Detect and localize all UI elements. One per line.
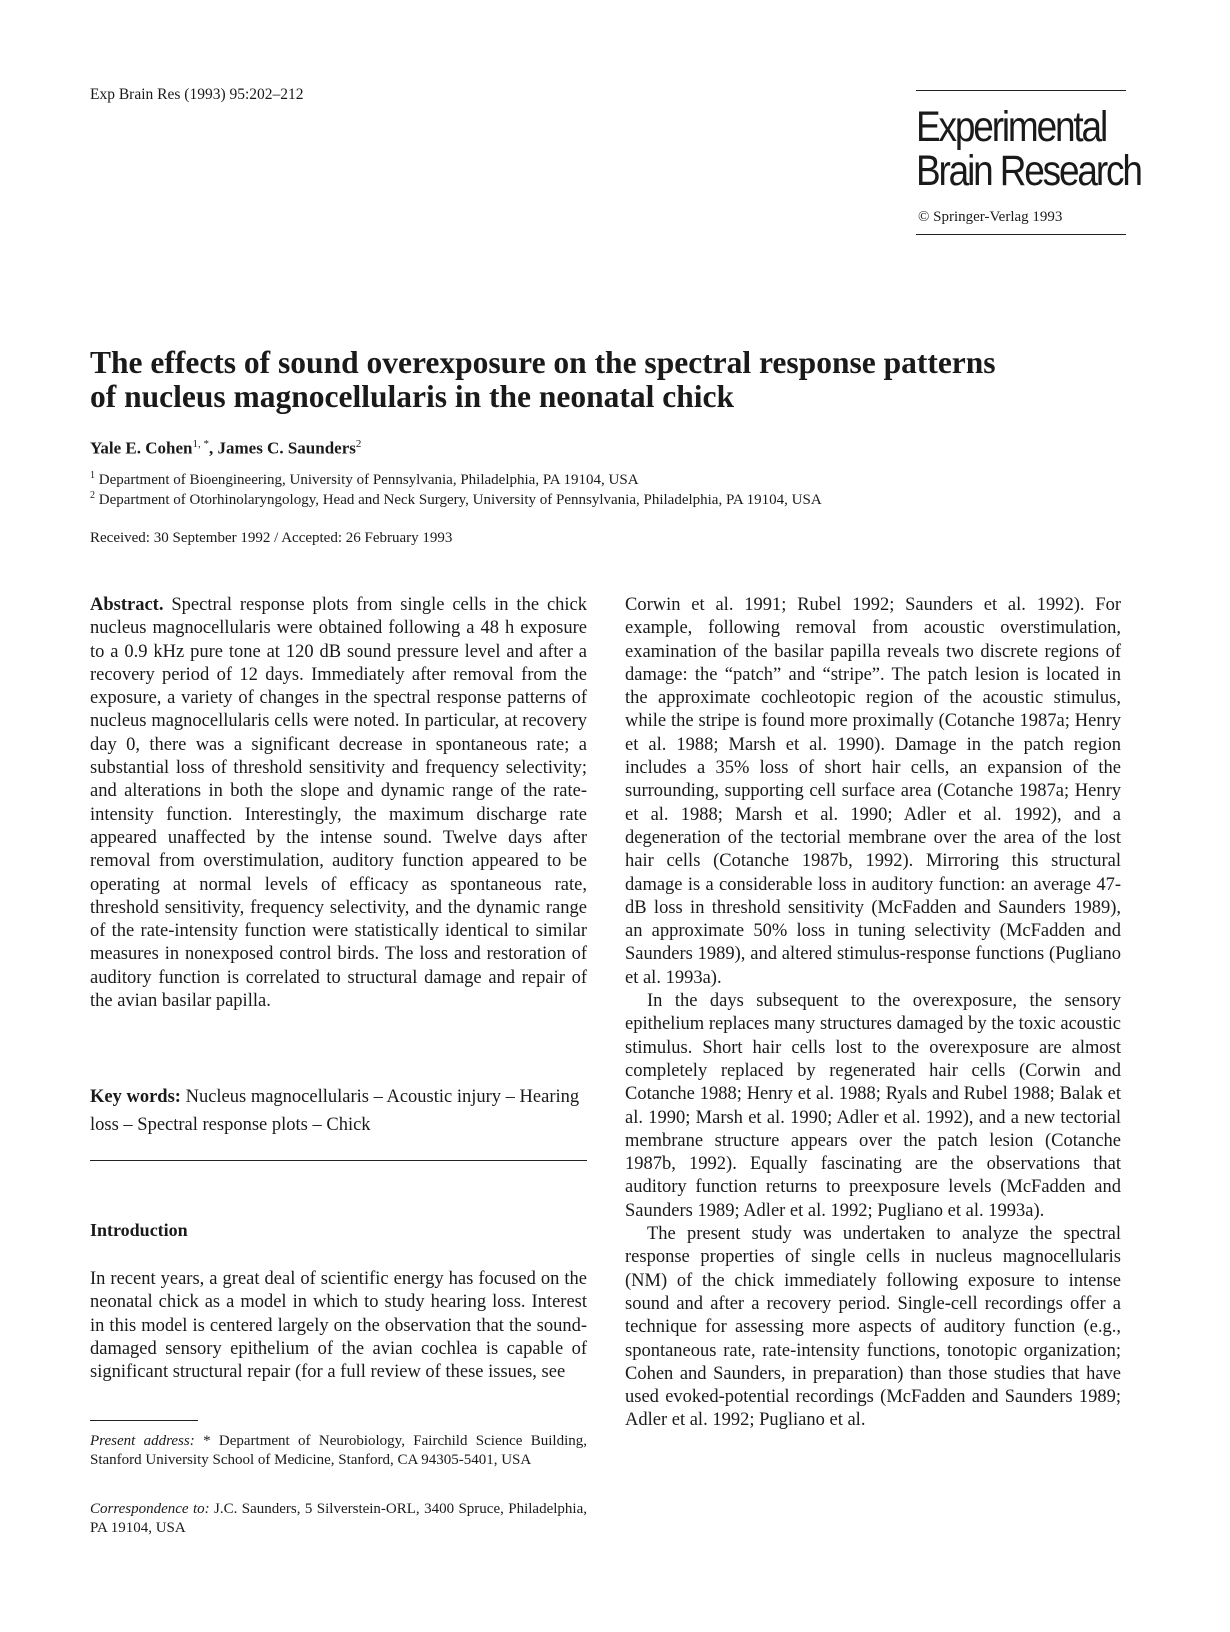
title-line-2: of nucleus magnocellularis in the neonatal chick	[90, 379, 735, 414]
abstract-text: Spectral response plots from single cells in the chick nucleus magnocellularis were obtained following a 48 h exposure to a 0.9 kHz pure tone at 120 dB sound pressure level and after a recovery period of 12 days. Immediately after removal from the exposure, a variety of changes in the spectral response patterns of nucleus magnocellularis cells were noted. In particular, at recovery day 0, there was a significant decrease in spontaneous rate; a substantial loss of threshold sensitivity and frequency selectivity; and alterations in both the slope and dynamic range of the rate-intensity function. Interestingly, the maximum discharge rate appeared unaffected by the intense sound. Twelve days after removal from overstimulation, auditory function appeared to be operating at normal levels of efficacy as spontaneous rate, threshold sensitivity, frequency selectivity, and the dynamic range of the rate-intensity function were statistically identical to similar measures in nonexposed control birds. The loss and restoration of auditory function is correlated to structural damage and repair of the avian basilar papilla.	[90, 595, 587, 1012]
logo-rule-top	[916, 90, 1126, 91]
body-paragraph: In the days subsequent to the overexposure, the sensory epithelium replaces many structures damaged by the toxic acoustic stimulus. Short hair cells lost to the overexposure are almost completely replaced by regenerated hair cells (Corwin and Cotanche 1988; Henry et al. 1988; Ryals and Rubel 1988; Balak et al. 1990; Marsh et al. 1990; Adler et al. 1992), and a new tectorial membrane structure appears over the patch lesion (Cotanche 1987b, 1992). Equally fascinating are the observations that auditory function returns to preexposure levels (McFadden and Saunders 1989; Adler et al. 1992; Pugliano et al. 1993a).	[625, 991, 1121, 1221]
author-affiliation-marker: 2	[355, 438, 362, 450]
author-separator: ,	[208, 438, 218, 458]
copyright-notice: © Springer-Verlag 1993	[918, 209, 1063, 225]
received-accepted-dates: Received: 30 September 1992 / Accepted: 26 February 1993	[90, 530, 453, 546]
footnote-label: Present address:	[90, 1433, 195, 1449]
journal-logo	[916, 103, 1141, 195]
author-affiliation-marker: 1, *	[192, 438, 209, 450]
article-title	[90, 346, 1150, 414]
keywords	[90, 1083, 587, 1139]
journal-logo-block	[916, 90, 1141, 235]
footnote-text: J.C. Saunders, 5 Silverstein-ORL, 3400 Spruce, Philadelphia, PA 19104, USA	[90, 1501, 587, 1536]
abstract	[90, 594, 587, 1013]
body-right-column	[625, 594, 1121, 1433]
journal-name-line1: Experimental	[916, 103, 1107, 151]
affiliation-number: 1	[90, 470, 95, 481]
keywords-label: Key words:	[90, 1087, 181, 1107]
keywords-text: Nucleus magnocellularis – Acoustic injury – Hearing loss – Spectral response plots – Chick	[90, 1087, 580, 1135]
footnote-present-address	[90, 1432, 587, 1470]
author-list	[90, 438, 361, 459]
affiliation-2	[90, 486, 822, 510]
affiliation-number: 2	[90, 490, 95, 501]
author-name: James C. Saunders	[217, 438, 356, 458]
body-paragraph: Corwin et al. 1991; Rubel 1992; Saunders et al. 1992). For example, following removal from acoustic overstimulation, examination of the basilar papilla reveals two discrete regions of damage: the “patch” and “stripe”. The patch lesion is located in the approximate cochleotopic region of the acoustic stimulus, while the stripe is found more proximally (Cotanche 1987a; Henry et al. 1988; Marsh et al. 1990). Damage in the patch region includes a 35% loss of short hair cells, an expansion of the surrounding, supporting cell surface area (Cotanche 1987a; Henry et al. 1988; Marsh et al. 1990; Adler et al. 1992), and a degeneration of the tectorial membrane over the area of the lost hair cells (Cotanche 1987b, 1992). Mirroring this structural damage is a considerable loss in auditory function: an average 47-dB loss in threshold sensitivity (McFadden and Saunders 1989), an approximate 50% loss in tuning selectivity (McFadden and Saunders 1989), and altered stimulus-response functions (Pugliano et al. 1993a).	[625, 595, 1121, 988]
footnote-text: * Department of Neurobiology, Fairchild Science Building, Stanford University School of Medicine, Stanford, CA 94305-5401, USA	[90, 1433, 588, 1468]
affiliation-text: Department of Bioengineering, University of Pennsylvania, Philadelphia, PA 19104, USA	[98, 472, 639, 488]
footnote-rule	[90, 1420, 198, 1421]
affiliation-text: Department of Otorhinolaryngology, Head and Neck Surgery, University of Pennsylvania, Philadelphia, PA 19104, USA	[98, 492, 822, 508]
title-line-1: The effects of sound overexposure on the spectral response patterns	[90, 345, 996, 380]
footnote-label: Correspondence to:	[90, 1501, 210, 1517]
logo-rule-bottom	[916, 234, 1126, 235]
footnote-correspondence	[90, 1500, 587, 1538]
journal-citation: Exp Brain Res (1993) 95:202–212	[90, 86, 304, 103]
body-paragraph: The present study was undertaken to analyze the spectral response properties of single cells in nucleus magnocellularis (NM) of the chick immediately following exposure to intense sound and after a recovery period. Single-cell recordings offer a technique for assessing more aspects of auditory function (e.g., spontaneous rate, rate-intensity functions, tonotopic organization; Cohen and Saunders, in preparation) than those studies that have used evoked-potential recordings (McFadden and Saunders 1989; Adler et al. 1992; Pugliano et al.	[625, 1224, 1121, 1431]
journal-name-line2: Brain Research	[916, 147, 1141, 195]
introduction-paragraph: In recent years, a great deal of scientific energy has focused on the neonatal chick as a model in which to study hearing loss. Interest in this model is centered largely on the observation that the sound-damaged sensory epithelium of the avian cochlea is capable of significant structural repair (for a full review of these issues, see	[90, 1269, 587, 1383]
abstract-label: Abstract.	[90, 595, 164, 615]
section-heading-introduction: Introduction	[90, 1220, 188, 1240]
section-divider	[90, 1160, 587, 1161]
author-name: Yale E. Cohen	[90, 438, 193, 458]
